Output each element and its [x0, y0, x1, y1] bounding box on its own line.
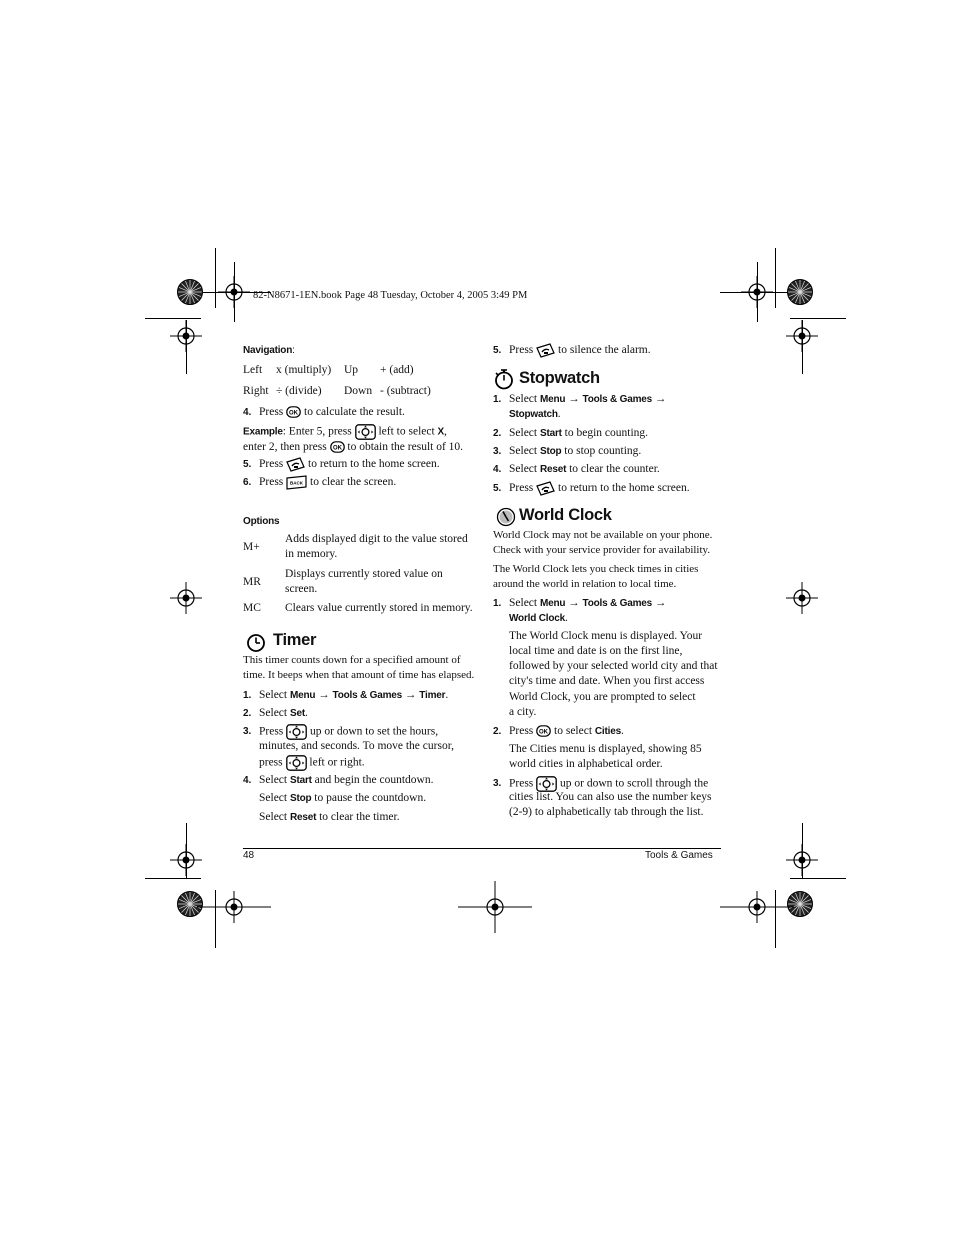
stopwatch-step-3: Select Stop to stop counting. — [509, 445, 642, 457]
svg-text:OK: OK — [332, 445, 342, 452]
nav-key-icon — [355, 424, 376, 440]
world-clock-step-1: Select Menu → Tools & Games → — [509, 597, 667, 609]
nav-key-icon — [286, 755, 307, 771]
timer-icon — [246, 633, 266, 653]
timer-step-3: Press up or down to set the hours, — [259, 724, 438, 740]
svg-text:BACK: BACK — [290, 480, 304, 486]
timer-reset-note: Select Reset to clear the timer. — [259, 811, 400, 823]
world-clock-intro: The World Clock lets you check times in cities — [493, 563, 699, 575]
end-key-icon — [536, 481, 555, 496]
ok-key-icon — [286, 406, 301, 418]
timer-step-1: Select Menu → Tools & Games → Timer. — [259, 689, 449, 701]
stopwatch-step-4: Select Reset to clear the counter. — [509, 463, 660, 475]
print-header: 82-N8671-1EN.book Page 48 Tuesday, October 4, 2005 3:49 PM — [253, 290, 528, 301]
navigation-label: Navigation: — [243, 345, 295, 356]
end-key-icon — [536, 343, 555, 358]
end-key-icon — [286, 457, 305, 472]
page-number: 48 — [243, 850, 255, 861]
stopwatch-step-1: Select Menu → Tools & Games → — [509, 393, 667, 405]
calc-step-4: Press OK to calculate the result. — [259, 406, 405, 418]
footer-rule — [243, 848, 721, 849]
stopwatch-heading: Stopwatch — [519, 369, 600, 387]
example-line-1: Example: Enter 5, press left to select X, — [243, 424, 447, 440]
manual-page: 82-N8671-1EN.book Page 48 Tuesday, October 4, 2005 3:49 PM Navigation: Left x (multiply) Up + (add) Right ÷ (divide) Down - (subtract) 4. Press OK to calculate the result. Example: Enter 5, press left to select X, enter 2, then press OK to obtain the result of 10. 5. Press to return to the home screen. 6. Press BACK to clear the screen. Options M+ Adds displayed digit to the value stored in memory. MR Displays currently stored value on screen. MC Clears value currently stored in memory. Timer This timer counts down for a specified amount of time. It beeps when that amount of time has elapsed. 1. Select Menu → Tools & Games → Timer. 2. Select Set. 3. Press up or down to set the hours, minutes, and seconds. To move the cursor, press left or right. 4. Select Start and begin the countdown. Select Stop to pause the countdown. Select Reset to clear the timer. 5. Press to silence the alarm. Stopwatch 1. Select Menu → Tools & Games → Stopwatch. 2. Select Start to begin counting. 3. Select Stop to stop counting. 4. Select Reset to clear the counter. 5. Press to return to the home screen. World Clock World Clock may not be available on your phone. Check with your service provider for availability. The World Clock lets you check times in cities around the world in relation to local time. 1. Select Menu → Tools & Games → World Clock. The World Clock menu is displayed. Your local time and date is on the first line, followed by your selected world city and that city's time and date. When you first access World Clock, you are prompted to select a city. 2. Press OK to select Cities. The Cities menu is displayed, showing 85 world cities in alphabetical order. 3. Press up or down to scroll through the cities list. You can also use the number keys (2-9) to alphabetically tab through the list. 48 Tools & Games — [0, 0, 954, 1235]
stopwatch-step-2: Select Start to begin counting. — [509, 427, 649, 439]
back-key-icon — [286, 475, 307, 490]
svg-text:OK: OK — [539, 729, 549, 736]
world-clock-step-2: Press OK to select Cities. — [509, 725, 624, 737]
calc-step-5: Press to return to the home screen. — [259, 458, 440, 471]
world-clock-step-3: Press up or down to scroll through the — [509, 776, 708, 792]
timer-intro: This timer counts down for a specified amount of — [243, 654, 461, 666]
world-clock-icon — [496, 507, 516, 527]
world-clock-heading: World Clock — [519, 506, 612, 524]
calc-step-6: Press BACK to clear the screen. — [259, 476, 397, 489]
nav-key-icon — [286, 724, 307, 740]
example-line-2: enter 2, then press OK to obtain the result of 10. — [243, 441, 464, 453]
timer-stop-note: Select Stop to pause the countdown. — [259, 792, 427, 804]
svg-text:OK: OK — [289, 410, 299, 417]
timer-intro: time. It beeps when that amount of time has elapsed. — [243, 669, 475, 681]
ok-key-icon — [330, 441, 345, 453]
timer-step-4: Select Start and begin the countdown. — [259, 774, 434, 786]
world-clock-availability: World Clock may not be available on your phone. — [493, 529, 713, 541]
stopwatch-step-5: Press to return to the home screen. — [509, 482, 690, 495]
timer-heading: Timer — [273, 631, 317, 649]
section-name: Tools & Games — [645, 850, 713, 861]
stopwatch-icon — [493, 368, 515, 390]
timer-step-2: Select Set. — [259, 707, 308, 719]
ok-key-icon — [536, 725, 551, 737]
options-label: Options — [243, 516, 280, 527]
alarm-step-5: Press to silence the alarm. — [509, 344, 651, 357]
step-number: 4. — [243, 407, 252, 418]
